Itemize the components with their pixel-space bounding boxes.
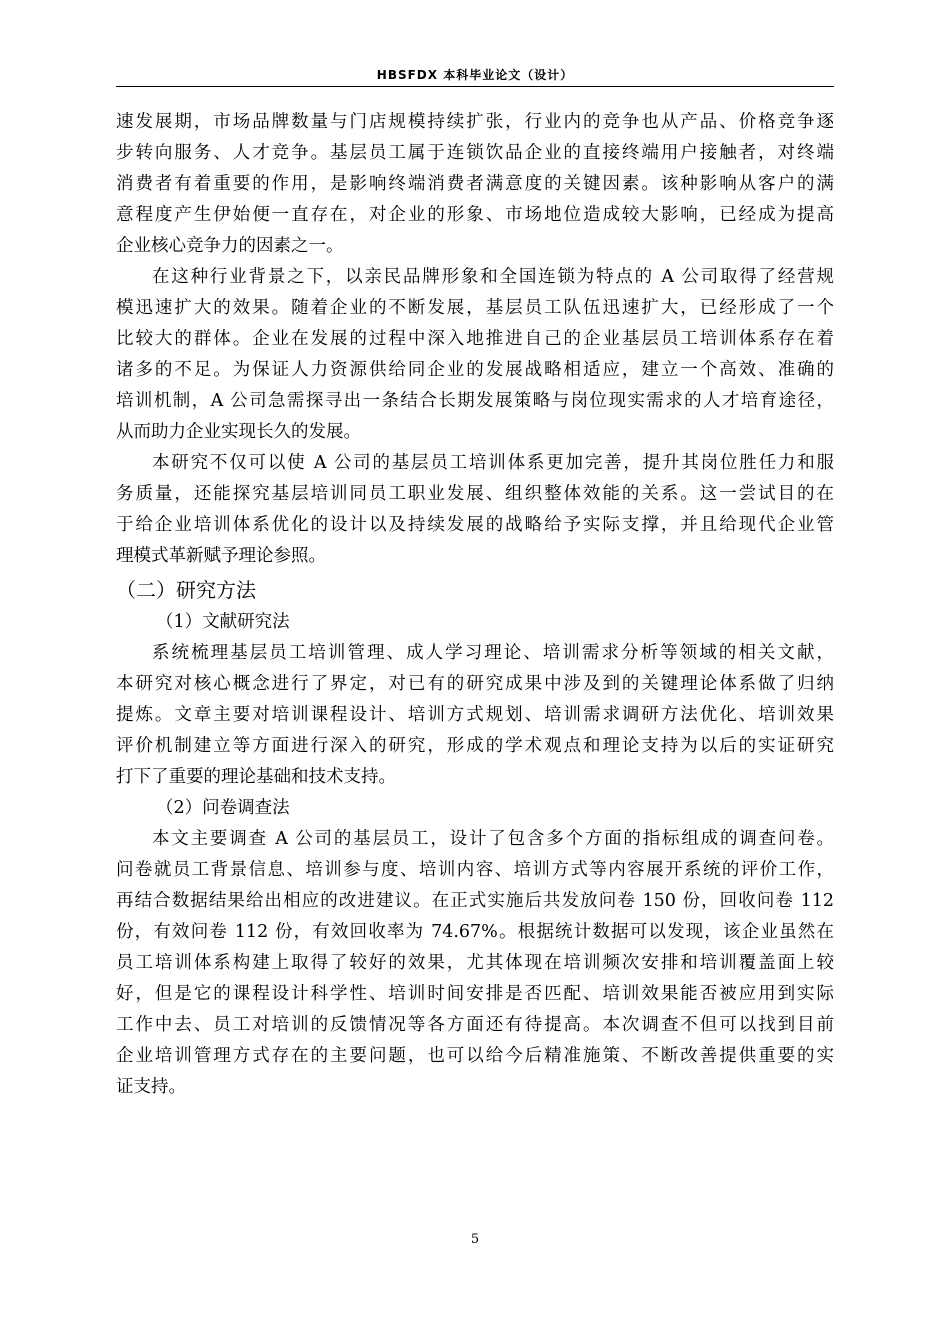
paragraph-line: 企业核心竞争力的因素之一。	[116, 236, 344, 256]
paragraph-line: 从而助力企业实现长久的发展。	[116, 422, 361, 442]
paragraph-line: 份，有效问卷 112 份，有效回收率为 74.67%。根据统计数据可以发现，该企业虽然在	[116, 922, 834, 942]
page-header: HBSFDX 本科毕业论文（设计）	[376, 68, 574, 82]
paragraph-line: 好，但是它的课程设计科学性、培训时间安排是否匹配、培训效果能否被应用到实际	[116, 984, 834, 1004]
paragraph-line: 本研究对核心概念进行了界定，对已有的研究成果中涉及到的关键理论体系做了归纳	[116, 674, 834, 694]
paragraph-line: 步转向服务、人才竞争。基层员工属于连锁饮品企业的直接终端用户接触者，对终端	[116, 143, 834, 163]
paragraph-line: 再结合数据结果给出相应的改进建议。在正式实施后共发放问卷 150 份，回收问卷 112	[116, 891, 834, 911]
paragraph-line: 本研究不仅可以使 A 公司的基层员工培训体系更加完善，提升其岗位胜任力和服	[152, 453, 834, 473]
paragraph-line: 提炼。文章主要对培训课程设计、培训方式规划、培训需求调研方法优化、培训效果	[116, 705, 834, 725]
section-heading: （二）研究方法	[116, 578, 256, 602]
paragraph-line: 本文主要调查 A 公司的基层员工，设计了包含多个方面的指标组成的调查问卷。	[152, 829, 834, 849]
paragraph-line: 理模式革新赋予理论参照。	[116, 546, 326, 566]
subsection-title: （2）问卷调查法	[156, 798, 290, 818]
paragraph-line: 工作中去、员工对培训的反馈情况等各方面还有待提高。本次调查不但可以找到目前	[116, 1015, 834, 1035]
paragraph-line: 消费者有着重要的作用，是影响终端消费者满意度的关键因素。该种影响从客户的满	[116, 174, 834, 194]
paragraph-line: 打下了重要的理论基础和技术支持。	[116, 767, 396, 787]
paragraph-line: 问卷就员工背景信息、培训参与度、培训内容、培训方式等内容展开系统的评价工作，	[116, 860, 834, 880]
paragraph-line: 于给企业培训体系优化的设计以及持续发展的战略给予实际支撑，并且给现代企业管	[116, 515, 834, 535]
paragraph-line: 务质量，还能探究基层培训同员工职业发展、组织整体效能的关系。这一尝试目的在	[116, 484, 834, 504]
paragraph-line: 诸多的不足。为保证人力资源供给同企业的发展战略相适应，建立一个高效、准确的	[116, 360, 834, 380]
body-text	[116, 107, 834, 1103]
paragraph-line: 培训机制，A 公司急需探寻出一条结合长期发展策略与岗位现实需求的人才培育途径，	[116, 391, 834, 411]
paragraph-line: 系统梳理基层员工培训管理、成人学习理论、培训需求分析等领域的相关文献，	[152, 643, 834, 663]
header-rule	[116, 86, 834, 87]
paragraph-line: 模迅速扩大的效果。随着企业的不断发展，基层员工队伍迅速扩大，已经形成了一个	[116, 298, 834, 318]
paragraph-line: 速发展期，市场品牌数量与门店规模持续扩张，行业内的竞争也从产品、价格竞争逐	[116, 112, 834, 132]
page-number: 5	[470, 1232, 480, 1247]
paragraph-line: 员工培训体系构建上取得了较好的效果，尤其体现在培训频次安排和培训覆盖面上较	[116, 953, 834, 973]
paragraph-line: 比较大的群体。企业在发展的过程中深入地推进自己的企业基层员工培训体系存在着	[116, 329, 834, 349]
subsection-title: （1）文献研究法	[156, 612, 290, 632]
paragraph-line: 在这种行业背景之下，以亲民品牌形象和全国连锁为特点的 A 公司取得了经营规	[152, 267, 834, 287]
paragraph-line: 评价机制建立等方面进行深入的研究，形成的学术观点和理论支持为以后的实证研究	[116, 736, 834, 756]
paragraph-line: 证支持。	[116, 1077, 186, 1097]
paragraph-line: 意程度产生伊始便一直存在，对企业的形象、市场地位造成较大影响，已经成为提高	[116, 205, 834, 225]
paragraph-line: 企业培训管理方式存在的主要问题，也可以给今后精准施策、不断改善提供重要的实	[116, 1046, 834, 1066]
